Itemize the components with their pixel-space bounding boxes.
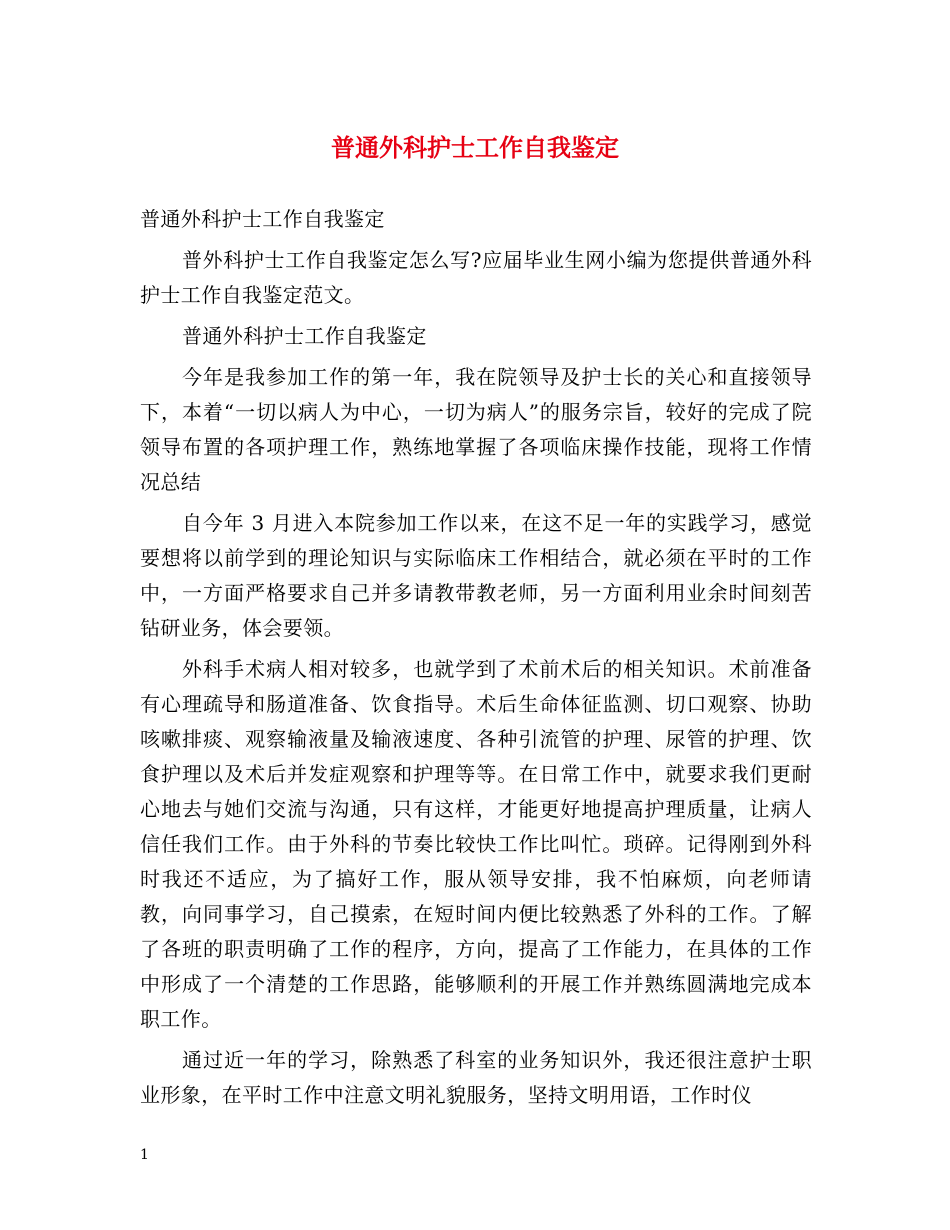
paragraph-surgery: 外科手术病人相对较多，也就学到了术前术后的相关知识。术前准备有心理疏导和肠道准备、饮食指导。术后生命体征监测、切口观察、协助咳嗽排痰、观察输液量及输液速度、各种引流管的护理、尿管的护理、饮食护理以及术后并发症观察和护理等等。在日常工作中，就要求我们更耐心地去与她们交流与沟通，只有这样，才能更好地提高护理质量，让病人信任我们工作。由于外科的节奏比较快工作比叫忙。琐碎。记得刚到外科时我还不适应，为了搞好工作，服从领导安排，我不怕麻烦，向老师请教，向同事学习，自己摸索，在短时间内便比较熟悉了外科的工作。了解了各班的职责明确了工作的程序，方向，提高了工作能力，在具体的工作中形成了一个清楚的工作思路，能够顺利的开展工作并熟练圆满地完成本职工作。 bbox=[140, 657, 812, 1031]
paragraph-professional-image: 通过近一年的学习，除熟悉了科室的业务知识外，我还很注意护士职业形象，在平时工作中注意文明礼貌服务，坚持文明用语，工作时仪 bbox=[140, 1048, 812, 1107]
document-title: 普通外科护士工作自我鉴定 bbox=[331, 133, 619, 162]
paragraph-heading: 普通外科护士工作自我鉴定 bbox=[140, 207, 385, 231]
paragraph-subtitle: 普通外科护士工作自我鉴定 bbox=[182, 324, 427, 348]
paragraph-opening: 今年是我参加工作的第一年，我在院领导及护士长的关心和直接领导下，本着“一切以病人为中心，一切为病人”的服务宗旨，较好的完成了院领导布置的各项护理工作，熟练地掌握了各项临床操作技能，现将工作情况总结 bbox=[140, 365, 812, 494]
page-number: 1 bbox=[140, 1147, 149, 1163]
paragraph-learning: 自今年 3 月进入本院参加工作以来，在这不足一年的实践学习，感觉要想将以前学到的理论知识与实际临床工作相结合，就必须在平时的工作中，一方面严格要求自己并多请教带教老师，另一方面利用业余时间刻苦钻研业务，体会要领。 bbox=[140, 511, 812, 640]
document-body bbox=[140, 202, 812, 1119]
paragraph-intro: 普外科护士工作自我鉴定怎么写?应届毕业生网小编为您提供普通外科护士工作自我鉴定范文。 bbox=[140, 248, 812, 307]
